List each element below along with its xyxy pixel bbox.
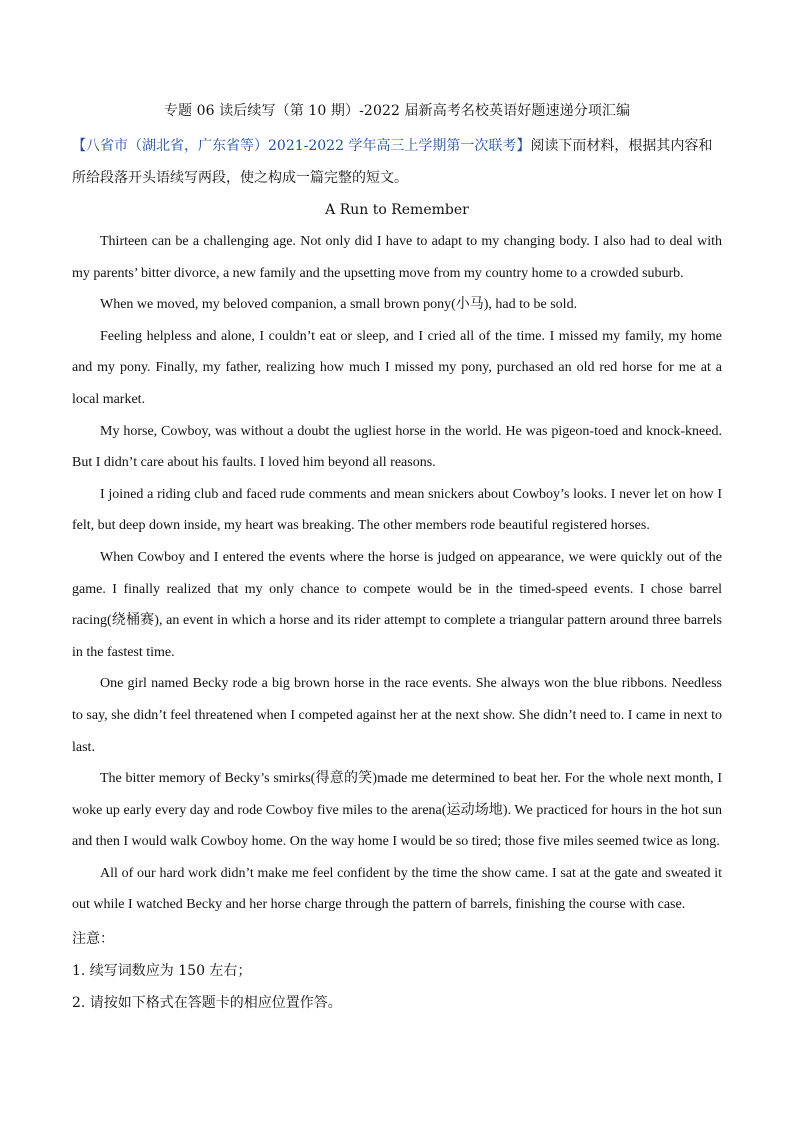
note-item-1: 1. 续写词数应为 150 左右； bbox=[72, 963, 252, 980]
story-paragraph-9: All of our hard work didn’t make me feel confident by the time the show came. I sat at the gate and sweated it out while I watched Becky and her horse charge through the pattern of barrels, finishing the course with case. bbox=[72, 865, 722, 913]
story-paragraph-3: Feeling helpless and alone, I couldn’t eat or sleep, and I cried all of the time. I missed my family, my home and my pony. Finally, my father, realizing how much I missed my pony, purchased an old red horse for me at a local market. bbox=[72, 328, 722, 407]
intro-paragraph bbox=[72, 130, 722, 194]
story-paragraph-7: One girl named Becky rode a big brown horse in the race events. She always won the blue ribbons. Needless to say, she didn’t feel threatened when I competed against her at the next show. She didn’t need to. I came in next to last. bbox=[72, 676, 722, 755]
instruction-text: 阅读下而材料，根据其内容和所给段落开头语续写两段，使之构成一篇完整的短文。 bbox=[72, 138, 713, 186]
notes-heading: 注意： bbox=[72, 931, 114, 948]
story-body bbox=[72, 226, 722, 921]
header-title: 专题 06 读后续写（第 10 期）-2022 届新高考名校英语好题速递分项汇编 bbox=[163, 103, 631, 119]
story-paragraph-5: I joined a riding club and faced rude comments and mean snickers about Cowboy’s looks. I never let on how I felt, but deep down inside, my heart was breaking. The other members rode beautiful registered horses. bbox=[72, 486, 722, 534]
story-title: A Run to Remember bbox=[325, 202, 469, 218]
exam-source: 【八省市（湖北省，广东省等）2021-2022 学年高三上学期第一次联考】 bbox=[72, 138, 531, 154]
story-paragraph-1: Thirteen can be a challenging age. Not only did I have to adapt to my changing body. I also had to deal with my parents’ bitter divorce, a new family and the upsetting move from my country home to a crowded suburb. bbox=[72, 234, 722, 281]
notes-section bbox=[72, 923, 722, 1019]
story-paragraph-6: When Cowboy and I entered the events where the horse is judged on appearance, we were quickly out of the game. I finally realized that my only chance to compete would be in the timed-speed events. I chose barrel racing(绕桶赛), an event in which a horse and its rider attempt to complete a triangular pattern around three barrels in the fastest time. bbox=[72, 549, 722, 660]
story-paragraph-2: When we moved, my beloved companion, a small brown pony(小马), had to be sold. bbox=[100, 297, 578, 313]
story-paragraph-4: My horse, Cowboy, was without a doubt the ugliest horse in the world. He was pigeon-toed and knock-kneed. But I didn’t care about his faults. I loved him beyond all reasons. bbox=[72, 423, 722, 471]
note-item-2: 2. 请按如下格式在答题卡的相应位置作答。 bbox=[72, 995, 342, 1012]
story-paragraph-8: The bitter memory of Becky’s smirks(得意的笑)made me determined to beat her. For the whole next month, I woke up early every day and rode Cowboy five miles to the arena(运动场地). We practiced for hours in the hot sun and then I would walk Cowboy home. On the way home I would be so tired; those five miles seemed twice as long. bbox=[72, 771, 722, 850]
